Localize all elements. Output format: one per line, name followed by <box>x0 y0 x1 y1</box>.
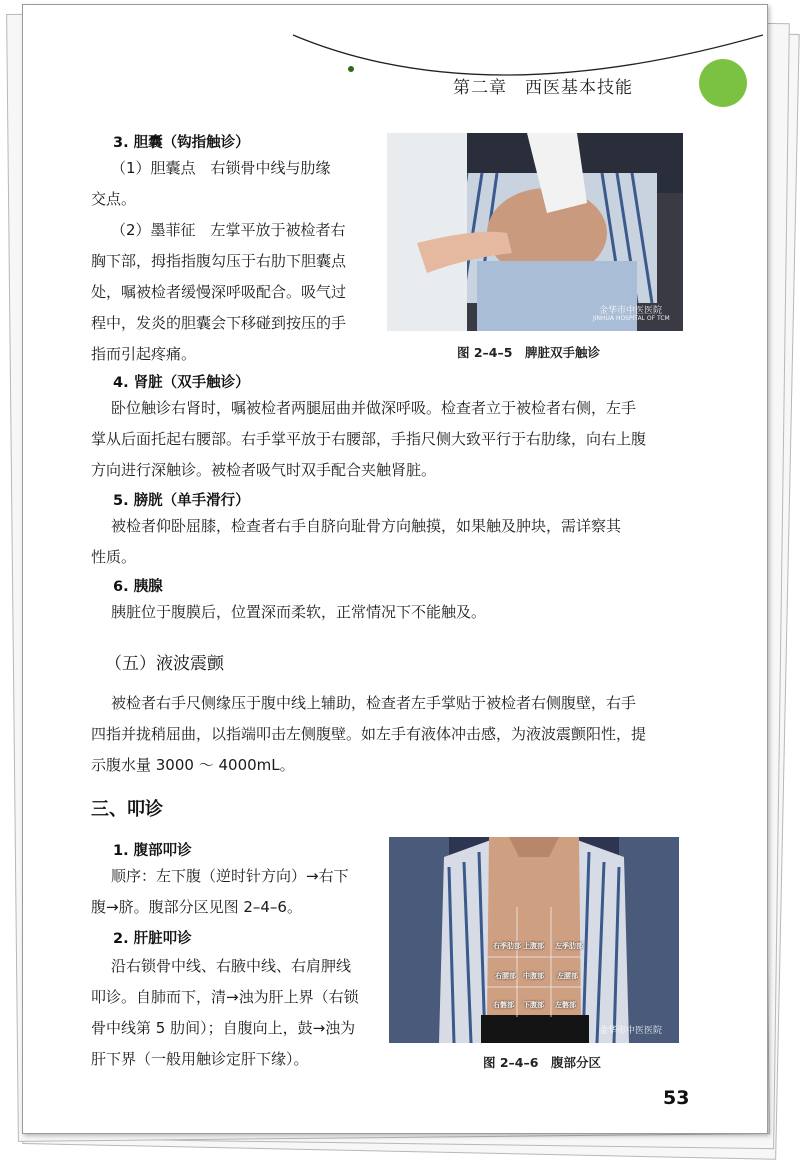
liver-percussion-line4: 肝下界（一般用触诊定肝下缘）。 <box>91 1050 309 1068</box>
gallbladder-p2-line5: 指而引起疼痛。 <box>91 345 197 363</box>
gallbladder-p1-line1: （1）胆囊点 右锁骨中线与肋缘 <box>111 159 331 177</box>
gallbladder-heading: 3. 胆囊（钩指触诊） <box>113 135 250 151</box>
header-arc-decoration <box>23 5 767 115</box>
chapter-title: 第二章 西医基本技能 <box>453 78 633 98</box>
gallbladder-p2-line3: 处，嘱被检者缓慢深呼吸配合。吸气过 <box>91 283 347 301</box>
book-page <box>22 4 768 1134</box>
zone-left-hypochondriac: 左季肋部 <box>555 942 583 950</box>
percussion-heading: 三、叩诊 <box>91 799 163 820</box>
bladder-heading: 5. 膀胱（单手滑行） <box>113 493 250 509</box>
figure2-watermark: 金华市中医医院 <box>599 1026 663 1036</box>
liver-percussion-line3: 骨中线第 5 肋间）；自腹向上，鼓→浊为 <box>91 1019 356 1037</box>
kidney-heading: 4. 肾脏（双手触诊） <box>113 375 250 391</box>
pancreas-line1: 胰脏位于腹膜后，位置深而柔软，正常情况下不能触及。 <box>111 603 487 621</box>
gallbladder-p2-line2: 胸下部，拇指指腹勾压于右肋下胆囊点 <box>91 252 347 270</box>
figure1-caption: 图 2–4–5 脾脏双手触诊 <box>457 345 600 360</box>
zone-hypogastric: 下腹部 <box>523 1001 544 1009</box>
bladder-line1: 被检者仰卧屈膝，检查者右手自脐向耻骨方向触摸，如果触及肿块，需详察其 <box>111 517 622 535</box>
fluid-wave-line1: 被检者右手尺侧缘压于腹中线上辅助，检查者左手掌贴于被检者右侧腹壁，右手 <box>111 694 637 712</box>
fluid-wave-line3: 示腹水量 3000 ～ 4000mL。 <box>91 756 295 774</box>
abdominal-percussion-line1: 顺序：左下腹（逆时针方向）→右下 <box>111 867 349 885</box>
gallbladder-p2-line4: 程中，发炎的胆囊会下移碰到按压的手 <box>91 314 347 332</box>
liver-percussion-line2: 叩诊。自肺而下，清→浊为肝上界（右锁 <box>91 988 359 1006</box>
fluid-wave-heading: （五）液波震颤 <box>105 654 224 674</box>
zone-left-lumbar: 左腰部 <box>557 972 578 980</box>
gallbladder-p1-line2: 交点。 <box>91 190 137 208</box>
abdominal-percussion-line2: 腹→脐。腹部分区见图 2–4–6。 <box>91 898 302 916</box>
zone-epigastric: 上腹部 <box>523 942 544 950</box>
kidney-line3: 方向进行深触诊。被检者吸气时双手配合夹触肾脏。 <box>91 461 437 479</box>
figure1-watermark: 金华市中医医院 <box>599 306 663 316</box>
bladder-line2: 性质。 <box>91 548 137 566</box>
zone-right-iliac: 右髂部 <box>493 1001 514 1009</box>
zone-right-lumbar: 右腰部 <box>495 972 516 980</box>
figure-spleen-palpation-photo <box>387 133 683 331</box>
liver-percussion-line1: 沿右锁骨中线、右腋中线、右肩胛线 <box>111 957 352 975</box>
figure-abdominal-regions-photo <box>389 837 679 1043</box>
fluid-wave-line2: 四指并拢稍屈曲，以指端叩击左侧腹壁。如左手有液体冲击感，为液波震颤阳性，提 <box>91 725 647 743</box>
page-number: 53 <box>663 1087 690 1109</box>
zone-right-hypochondriac: 右季肋部 <box>493 942 521 950</box>
pancreas-heading: 6. 胰腺 <box>113 579 163 595</box>
figure2-caption: 图 2–4–6 腹部分区 <box>483 1055 601 1070</box>
zone-left-iliac: 左髂部 <box>555 1001 576 1009</box>
zone-umbilical: 中腹部 <box>523 972 544 980</box>
gallbladder-p2-line1: （2）墨菲征 左掌平放于被检者右 <box>111 221 346 239</box>
abdominal-percussion-heading: 1. 腹部叩诊 <box>113 843 192 859</box>
abdominal-regions-illustration <box>389 837 679 1043</box>
kidney-line2: 掌从后面托起右腰部。右手掌平放于右腰部，手指尺侧大致平行于右肋缘，向右上腹 <box>91 430 647 448</box>
spleen-palpation-illustration <box>387 133 683 331</box>
figure1-watermark-en: JINHUA HOSPITAL OF TCM <box>593 315 670 322</box>
kidney-line1: 卧位触诊右肾时，嘱被检者两腿屈曲并做深呼吸。检查者立于被检者右侧，左手 <box>111 399 637 417</box>
liver-percussion-heading: 2. 肝脏叩诊 <box>113 931 192 947</box>
